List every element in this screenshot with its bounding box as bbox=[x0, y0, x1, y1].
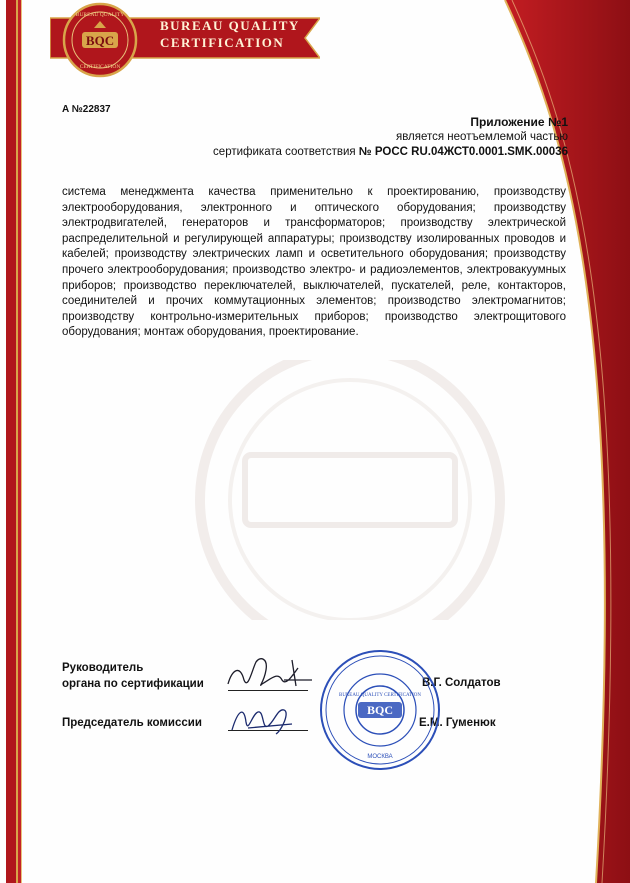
brand-name-line2: CERTIFICATION bbox=[160, 35, 285, 50]
official-stamp bbox=[318, 648, 442, 772]
chair-label: Председатель комиссии bbox=[62, 717, 202, 729]
appendix-subtitle: является неотъемлемой частью bbox=[395, 131, 568, 143]
head-label-line2: органа по сертификации bbox=[62, 677, 204, 690]
bqc-logo bbox=[62, 2, 138, 78]
certificate-number: № РОСС RU.04ЖСТ0.0001.SMK.00036 bbox=[358, 146, 568, 158]
scope-description: система менеджмента качества применительно к проектированию, производству электрооборудования, электронного и оптического оборудования; производству электродвигателей, генераторов и трансформаторов; производству электрической распределительной и регулирующей аппаратуры; производству изолированных проводов и кабелей; производству электрических ламп и осветительного оборудования; производству прочего электрооборудования; производство электро- и радиоэлементов, электровакуумных приборов; производство переключателей, выключателей, пускателей, реле, контакторов, соединителей и прочих коммутационных элементов; производство электромагнитов; производству контрольно-измерительных приборов; производство электрощитового оборудования; монтаж оборудования, проектирование. bbox=[62, 186, 566, 339]
chair-name: Е.М. Гуменюк bbox=[419, 717, 496, 729]
head-name: В.Г. Солдатов bbox=[422, 677, 501, 689]
appendix-certificate-line bbox=[213, 145, 568, 160]
logo-ring-bottom: CERTIFICATION bbox=[79, 64, 121, 70]
head-label-line1: Руководитель bbox=[62, 662, 144, 674]
left-stripe bbox=[6, 0, 16, 883]
left-gold-line bbox=[21, 0, 22, 883]
logo-ring-top: BUREAU QUALITY bbox=[75, 12, 125, 18]
stamp-inner-text: BUREAU QUALITY CERTIFICATION bbox=[338, 693, 422, 698]
stamp-city: МОСКВА bbox=[367, 754, 393, 760]
brand-name-line1: BUREAU QUALITY bbox=[160, 18, 300, 33]
watermark-seal bbox=[150, 360, 550, 620]
document-number: A №22837 bbox=[62, 104, 111, 115]
head-signature bbox=[222, 650, 322, 696]
appendix-block bbox=[213, 115, 568, 160]
head-label bbox=[62, 661, 204, 692]
stamp-center-text: BQC bbox=[366, 703, 394, 717]
logo-text: BQC bbox=[85, 33, 115, 48]
appendix-title: Приложение №1 bbox=[470, 115, 568, 129]
certificate-prefix: сертификата соответствия bbox=[213, 146, 359, 158]
chair-signature bbox=[228, 700, 298, 740]
